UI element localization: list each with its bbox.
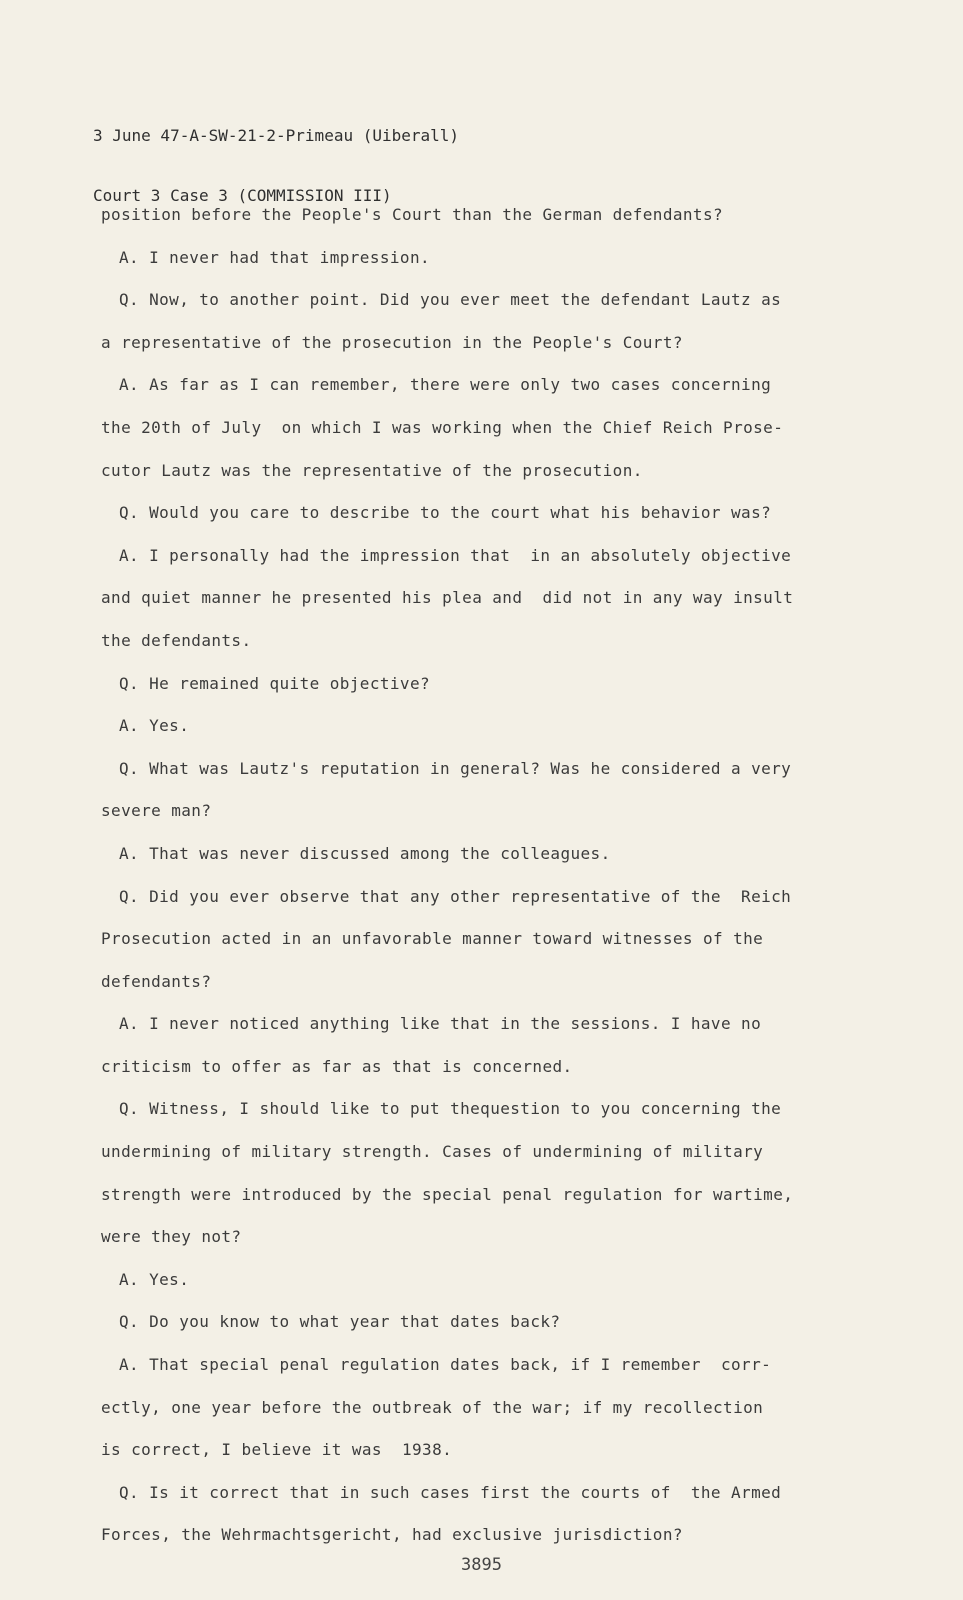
text-line: Q. He remained quite objective?: [119, 673, 431, 693]
text-line: the defendants.: [101, 630, 252, 650]
text-line: A. That special penal regulation dates back, if I remember corr-: [119, 1355, 772, 1375]
page-number: 3895: [461, 1555, 502, 1575]
text-line: and quiet manner he presented his plea and did not in any way insult: [101, 588, 794, 608]
text-line: A. I never noticed anything like that in the sessions. I have no: [119, 1014, 762, 1034]
text-line: A. Yes.: [119, 716, 190, 736]
text-line: undermining of military strength. Cases of undermining of military: [101, 1142, 764, 1162]
text-line: Q. Now, to another point. Did you ever meet the defendant Lautz as: [119, 290, 782, 310]
text-line: Forces, the Wehrmachtsgericht, had exclusive jurisdiction?: [101, 1525, 683, 1545]
text-line: A. Yes.: [119, 1269, 190, 1289]
text-line: Q. Did you ever observe that any other representative of the Reich: [119, 886, 792, 906]
text-line: position before the People's Court than the German defendants?: [101, 205, 724, 224]
text-line: severe man?: [101, 801, 212, 821]
text-line: A. I personally had the impression that in an absolutely objective: [119, 545, 792, 565]
text-line: a representative of the prosecution in the People's Court?: [101, 332, 683, 352]
header-line-1: 3 June 47-A-SW-21-2-Primeau (Uiberall): [93, 126, 460, 145]
text-line: A. As far as I can remember, there were only two cases concerning: [119, 375, 772, 395]
text-line: A. I never had that impression.: [119, 247, 431, 267]
text-line: strength were introduced by the special penal regulation for wartime,: [101, 1184, 794, 1204]
text-line: the 20th of July on which I was working when the Chief Reich Prose-: [101, 417, 784, 437]
text-line: is correct, I believe it was 1938.: [101, 1440, 453, 1460]
text-line: Q. What was Lautz's reputation in general? Was he considered a very: [119, 758, 792, 778]
text-line: Q. Is it correct that in such cases first the courts of the Armed: [119, 1482, 782, 1502]
text-line: criticism to offer as far as that is concerned.: [101, 1056, 573, 1076]
text-line: were they not?: [101, 1227, 242, 1247]
text-line: Q. Witness, I should like to put thequestion to you concerning the: [119, 1099, 782, 1119]
header-line-2: Court 3 Case 3 (COMMISSION III): [93, 186, 392, 205]
text-line: Q. Do you know to what year that dates back?: [119, 1312, 561, 1332]
text-line: ectly, one year before the outbreak of the war; if my recollection: [101, 1397, 764, 1417]
text-line: cutor Lautz was the representative of the prosecution.: [101, 460, 643, 480]
text-line: defendants?: [101, 971, 212, 991]
text-line: A. That was never discussed among the colleagues.: [119, 843, 611, 863]
transcript-body: [101, 205, 821, 1568]
text-line: Prosecution acted in an unfavorable manner toward witnesses of the: [101, 929, 764, 949]
text-line: Q. Would you care to describe to the court what his behavior was?: [119, 503, 772, 523]
